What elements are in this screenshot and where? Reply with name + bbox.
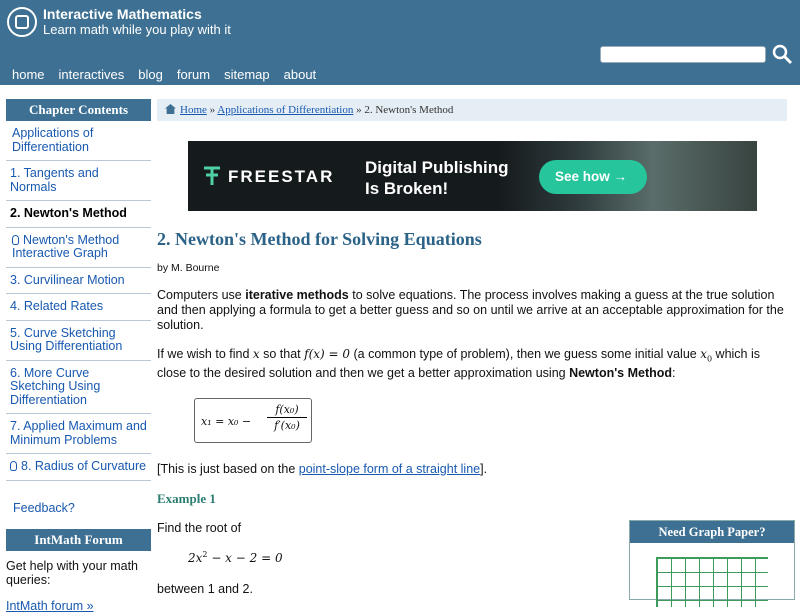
mouse-icon [12, 235, 19, 245]
method-paragraph [157, 347, 787, 381]
mouse-icon [10, 461, 17, 471]
example-range: between 1 and 2. [157, 582, 253, 596]
formula-fraction [267, 403, 307, 432]
sidebar-item-related-rates[interactable]: 4. Related Rates [6, 294, 151, 321]
ad-headline [365, 157, 509, 199]
forum-description: Get help with your math queries: [6, 558, 139, 587]
newton-formula-box [194, 398, 312, 443]
chapter-contents-heading: Chapter Contents [6, 99, 151, 121]
site-header [0, 0, 800, 85]
example-equation [188, 550, 283, 565]
sidebar-item-label: Newton's Method Interactive Graph [12, 232, 120, 260]
fraction-line [267, 417, 307, 418]
math-equation: f(x) = 0 [304, 347, 351, 361]
text: to solve equations. The process involves making a guess at the true solution and then applying a formula to get a better guess and so on until we arrive at an acceptable approximation for the solution. [157, 288, 784, 332]
sidebar-item-radius-of-curvature[interactable] [6, 454, 151, 481]
sidebar-item-curvilinear[interactable]: 3. Curvilinear Motion [6, 268, 151, 295]
freestar-logo-icon [202, 165, 222, 187]
sidebar-item-tangents[interactable]: 1. Tangents and Normals [6, 161, 151, 201]
sidebar-item-applications[interactable]: Applications of Differentiation [6, 121, 151, 161]
ad-cta-button[interactable]: See how → [539, 160, 647, 194]
breadcrumb-separator: » [209, 104, 216, 116]
sidebar-item-interactive-graph[interactable] [6, 228, 151, 268]
nav-interactives[interactable]: interactives [58, 67, 125, 82]
formula-denominator: f′(x₀) [274, 419, 300, 432]
advertisement-banner[interactable] [188, 141, 757, 211]
graph-paper-heading: Need Graph Paper? [630, 521, 794, 543]
page-title: 2. Newton's Method for Solving Equations [157, 229, 482, 249]
breadcrumb-section[interactable]: Applications of Differentiation [217, 104, 354, 116]
ad-brand: FREESTAR [228, 167, 335, 186]
text: [This is just based on the [157, 462, 299, 476]
nav-home[interactable]: home [12, 67, 45, 82]
math-x: x [252, 347, 260, 361]
site-tagline: Learn math while you play with it [43, 22, 231, 37]
nav-forum[interactable]: forum [176, 67, 211, 82]
nav-blog[interactable]: blog [138, 67, 163, 82]
text: : [672, 366, 676, 381]
intro-paragraph [157, 288, 787, 333]
sidebar [6, 99, 151, 613]
formula-lhs: x₁ = x₀ − [201, 415, 252, 428]
math-x0 [700, 347, 713, 364]
graph-paper-widget[interactable] [629, 520, 795, 600]
breadcrumb-current: 2. Newton's Method [364, 104, 454, 116]
feedback-link[interactable]: Feedback? [13, 500, 75, 515]
ad-headline-line-1: Digital Publishing [365, 158, 509, 177]
forum-link[interactable]: IntMath forum » [6, 598, 94, 613]
nav-sitemap[interactable]: sitemap [224, 67, 270, 82]
site-title[interactable]: Interactive Mathematics [43, 6, 202, 22]
nav-about[interactable]: about [283, 67, 317, 82]
subscript: 0 [706, 354, 713, 364]
bold-text: Newton's Method [569, 366, 673, 381]
superscript: 2 [202, 550, 208, 559]
text: (a common type of problem), then we guess some initial value [350, 347, 701, 361]
forum-heading: IntMath Forum [6, 529, 151, 551]
point-slope-link[interactable]: point-slope form of a straight line [298, 462, 481, 476]
ad-headline-line-2: Is Broken! [365, 179, 449, 198]
sidebar-item-newtons-method: 2. Newton's Method [6, 201, 151, 228]
site-logo-icon[interactable] [7, 7, 37, 37]
example-prompt: Find the root of [157, 521, 242, 535]
search-icon[interactable] [771, 43, 793, 65]
graph-paper-preview [656, 557, 768, 607]
equation-part: − x − 2 = 0 [207, 551, 283, 565]
text: ]. [480, 462, 488, 476]
text: Computers use [157, 288, 246, 302]
home-icon [165, 104, 176, 114]
sidebar-item-more-curve-sketching[interactable]: 6. More Curve Sketching Using Differentiation [6, 361, 151, 415]
byline: by M. Bourne [157, 262, 220, 274]
breadcrumb-home[interactable]: Home [180, 104, 207, 116]
chapter-list [6, 121, 151, 481]
sidebar-item-label: 8. Radius of Curvature [21, 459, 147, 473]
bold-text: iterative methods [245, 288, 349, 302]
breadcrumb-separator: » [356, 104, 362, 116]
example-heading: Example 1 [157, 491, 216, 506]
text: which is close to the desired solution and then we get a better approximation using [157, 347, 761, 381]
text: so that [259, 347, 305, 361]
math-x: x [700, 347, 707, 361]
point-slope-note [157, 462, 787, 477]
sidebar-item-maximum-minimum[interactable]: 7. Applied Maximum and Minimum Problems [6, 414, 151, 454]
text: If we wish to find [157, 347, 253, 361]
sidebar-item-curve-sketching[interactable]: 5. Curve Sketching Using Differentiation [6, 321, 151, 361]
formula-numerator: f(x₀) [275, 403, 299, 416]
search-input[interactable] [600, 46, 766, 63]
breadcrumb [157, 99, 787, 121]
top-navigation [12, 67, 330, 82]
equation-part: 2x [188, 551, 203, 565]
